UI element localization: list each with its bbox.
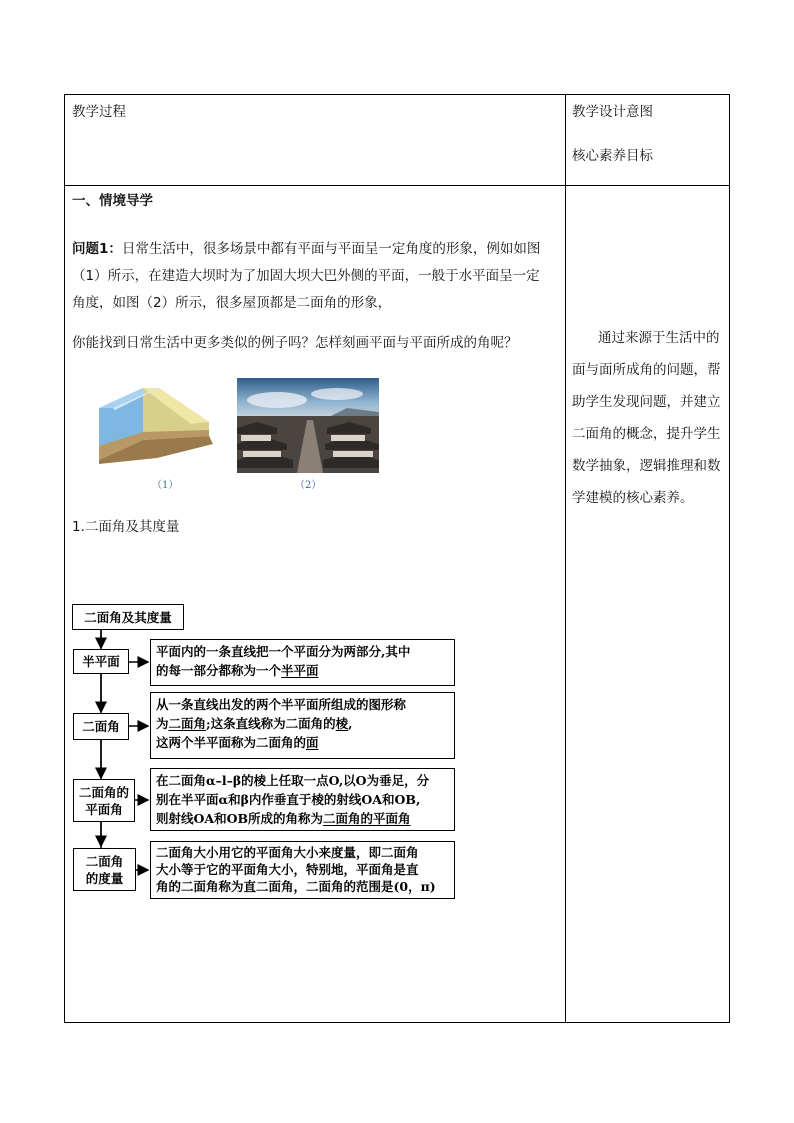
def-dihedral-text-end: , xyxy=(348,716,353,731)
def-half-plane-text: 的每一部分都称为一个 xyxy=(156,663,282,678)
note-line-4: 二面角的概念，提升学生 xyxy=(572,426,721,442)
box-dihedral-angle: 二面角 xyxy=(73,713,129,740)
note-line-3: 助学生发现问题，并建立 xyxy=(572,394,721,410)
def-half-plane-line-1: 平面内的一条直线把一个平面分为两部分,其中 xyxy=(156,644,411,659)
box-plane-angle-line-1: 二面角的 xyxy=(78,784,129,800)
figure-2-caption: （2） xyxy=(295,480,322,491)
def-measure xyxy=(150,841,455,899)
question-line-4: 你能找到日常生活中更多类似的例子吗？怎样刻画平面与平面所成的角呢？ xyxy=(72,335,518,351)
header-design-intent: 教学设计意图 xyxy=(572,104,653,120)
def-half-plane xyxy=(150,639,455,686)
def-dihedral-line-1: 从一条直线出发的两个半平面所组成的图形称 xyxy=(156,697,407,712)
figure-1-caption: （1） xyxy=(152,480,179,491)
note-line-5: 数学抽象，逻辑推理和数 xyxy=(572,458,721,474)
def-plane-angle-line-2: 别在半平面α和β内作垂直于棱的射线OA和OB, xyxy=(156,792,421,807)
def-dihedral-line-3 xyxy=(156,733,449,752)
note-line-1: 通过来源于生活中的 xyxy=(598,330,720,346)
note-line-6: 学建模的核心素养。 xyxy=(572,490,694,506)
box-measure-line-1: 二面角 xyxy=(85,853,124,869)
header-core-literacy: 核心素养目标 xyxy=(572,148,653,164)
box-plane-angle xyxy=(73,779,135,822)
def-dihedral-text-mid: ;这条直线称为二面角的 xyxy=(206,716,336,731)
box-plane-angle-line-2: 平面角 xyxy=(85,801,123,817)
def-plane-angle-text-c: 则射线OA和OB所成的角称为 xyxy=(156,811,324,826)
def-dihedral-text-b: 为 xyxy=(156,716,169,731)
def-plane-angle-line-1: 在二面角α–l–β的棱上任取一点O,以O为垂足，分 xyxy=(156,773,430,788)
def-dihedral-line-2 xyxy=(156,714,449,733)
header-teaching-process: 教学过程 xyxy=(72,104,126,120)
box-measure xyxy=(73,848,136,891)
term-plane-angle: 二面角的平面角 xyxy=(323,811,411,826)
question-line-3: 角度，如图（2）所示，很多屋顶都是二面角的形象， xyxy=(72,295,392,311)
def-measure-line-2: 大小等于它的平面角大小，特别地，平面角是直 xyxy=(156,862,419,877)
def-plane-angle xyxy=(150,768,455,831)
note-line-2: 面与面所成角的问题，帮 xyxy=(572,362,721,378)
box-half-plane: 半平面 xyxy=(73,649,129,674)
def-half-plane-line-2 xyxy=(156,661,449,680)
def-measure-line-3: 角的二面角称为直二面角，二面角的范围是(0，π) xyxy=(156,879,436,894)
def-dihedral-text-c: 这两个半平面称为二面角的 xyxy=(156,735,307,750)
question-label: 问题1： xyxy=(72,241,122,257)
def-dihedral-angle xyxy=(150,692,455,759)
question-text-1: 日常生活中，很多场景中都有平面与平面呈一定角度的形象，例如如图 xyxy=(121,241,541,257)
question-line-2: （1）所示，在建造大坝时为了加固大坝大巴外侧的平面，一般于水平面呈一定 xyxy=(72,268,540,284)
subheading-dihedral: 1.二面角及其度量 xyxy=(72,519,180,535)
def-plane-angle-line-3 xyxy=(156,809,449,828)
term-dihedral: 二面角 xyxy=(168,716,207,731)
term-half-plane: 半平面 xyxy=(281,663,319,678)
diagram-title-box: 二面角及其度量 xyxy=(72,604,184,630)
def-measure-line-1: 二面角大小用它的平面角大小来度量，即二面角 xyxy=(156,845,419,860)
term-edge: 棱 xyxy=(335,716,349,731)
section-heading: 一、情境导学 xyxy=(72,193,153,209)
box-measure-line-2: 的度量 xyxy=(85,870,124,886)
term-face: 面 xyxy=(306,735,319,750)
